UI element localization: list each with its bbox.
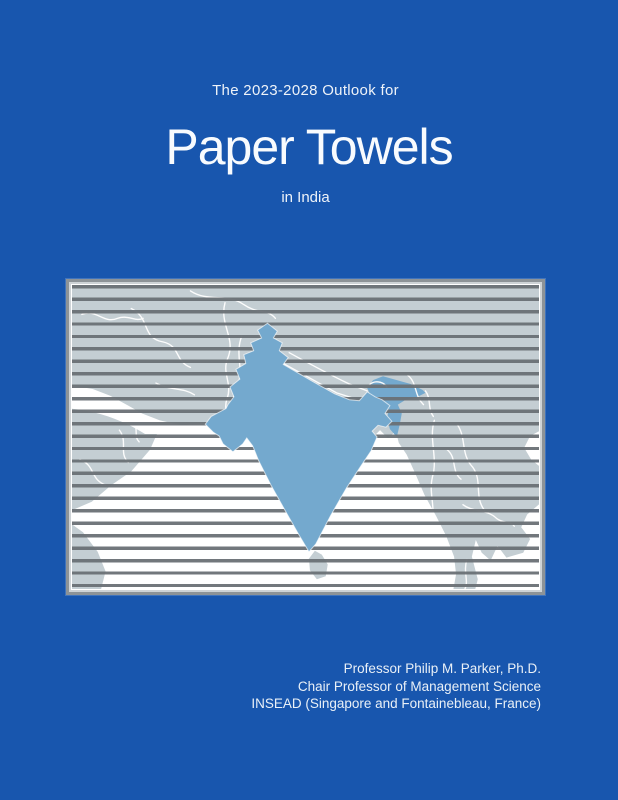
series-title: The 2023-2028 Outlook for xyxy=(212,82,399,99)
credit-line-author: Professor Philip M. Parker, Ph.D. xyxy=(343,661,541,676)
author-credits xyxy=(251,660,541,713)
region-subtitle: in India xyxy=(281,189,330,206)
credit-line-institution: INSEAD (Singapore and Fontainebleau, France) xyxy=(251,696,541,711)
india-silhouette-svg xyxy=(72,285,539,589)
india-highlight-layer xyxy=(72,285,539,589)
credit-line-position: Chair Professor of Management Science xyxy=(297,678,541,694)
india-silhouette xyxy=(205,323,392,551)
page-title: Paper Towels xyxy=(165,119,453,175)
india-map-panel xyxy=(66,279,545,595)
